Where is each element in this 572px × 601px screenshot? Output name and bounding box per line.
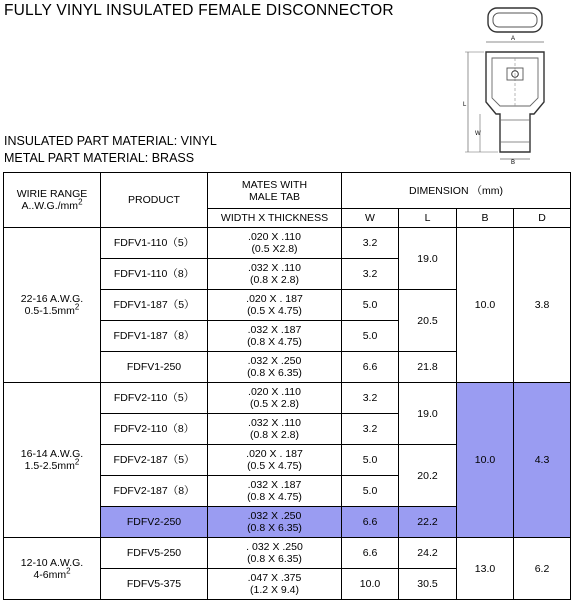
w-cell: 10.0 [342,569,399,600]
w-cell: 3.2 [342,383,399,414]
table-row [4,538,571,569]
w-cell: 5.0 [342,321,399,352]
l-cell: 19.0 [399,228,457,290]
wire-range-cell: 16-14 A.W.G. $1.5-2.5mm^2$ [4,383,101,538]
metal-material-text: METAL PART MATERIAL: BRASS [4,151,195,165]
wire-range-cell: 12-10 A.W.G. $4-6mm^2$ [4,538,101,600]
product-cell: FDFV2-110（5） [101,383,208,414]
d-header: D [514,209,571,228]
l-header: L [399,209,457,228]
l-cell: 20.2 [399,445,457,507]
tab-size-cell: .032 X .110 (0.8 X 2.8) [208,414,342,445]
tab-size-cell: .020 X .110 (0.5 X2.8) [208,228,342,259]
table-row [4,228,571,259]
dimension-header: DIMENSION （mm) [342,173,571,209]
w-cell: 3.2 [342,228,399,259]
product-cell: FDFV1-110（8） [101,259,208,290]
b-cell: 10.0 [457,228,514,383]
w-cell: 6.6 [342,507,399,538]
tab-size-cell: .020 X .110 (0.5 X 2.8) [208,383,342,414]
product-header: PRODUCT [101,173,208,228]
w-cell: 6.6 [342,538,399,569]
l-cell: 22.2 [399,507,457,538]
tab-size-cell: .047 X .375 (1.2 X 9.4) [208,569,342,600]
product-cell: FDFV1-187（8） [101,321,208,352]
svg-text:B: B [510,160,516,164]
mates-header: MATES WITH MALE TAB [208,173,342,209]
d-cell: 6.2 [514,538,571,600]
product-cell: FDFV1-110（5） [101,228,208,259]
width-thickness-header: WIDTH X THICKNESS [208,209,342,228]
tab-size-cell: .020 X . 187 (0.5 X 4.75) [208,445,342,476]
w-header: W [342,209,399,228]
tab-size-cell: .032 X .187 (0.8 X 4.75) [208,321,342,352]
w-cell: 6.6 [342,352,399,383]
l-cell: 30.5 [399,569,457,600]
svg-text:W: W [475,131,481,137]
svg-text:L: L [463,102,467,108]
page-title: FULLY VINYL INSULATED FEMALE DISCONNECTOR [4,2,394,19]
product-cell: FDFV2-187（5） [101,445,208,476]
wire-range-cell: 22-16 A.W.G. $0.5-1.5mm^2$ [4,228,101,383]
b-cell: 13.0 [457,538,514,600]
spec-table [3,172,571,600]
product-cell: FDFV5-375 [101,569,208,600]
connector-drawing [456,2,566,164]
product-cell: FDFV1-250 [101,352,208,383]
product-cell: FDFV5-250 [101,538,208,569]
tab-size-cell: .020 X . 187 (0.5 X 4.75) [208,290,342,321]
table-row [4,383,571,414]
tab-size-cell: .032 X .250 (0.8 X 6.35) [208,507,342,538]
l-cell: 24.2 [399,538,457,569]
d-cell: 3.8 [514,228,571,383]
wire-range-header: WIRIE RANGE $A..W.G./mm^2$ [4,173,101,228]
d-cell-highlighted: 4.3 [514,383,571,538]
product-cell: FDFV2-110（8） [101,414,208,445]
svg-text:A: A [510,36,516,42]
w-cell: 3.2 [342,414,399,445]
l-cell: 19.0 [399,383,457,445]
l-cell: 20.5 [399,290,457,352]
tab-size-cell: .032 X .187 (0.8 X 4.75) [208,476,342,507]
b-cell-highlighted: 10.0 [457,383,514,538]
tab-size-cell: .032 X .250 (0.8 X 6.35) [208,352,342,383]
product-cell: FDFV2-187（8） [101,476,208,507]
w-cell: 5.0 [342,445,399,476]
header-row [4,173,571,209]
l-cell: 21.8 [399,352,457,383]
product-cell: FDFV2-250 [101,507,208,538]
b-header: B [457,209,514,228]
tab-size-cell: . 032 X .250 (0.8 X 6.35) [208,538,342,569]
w-cell: 3.2 [342,259,399,290]
product-cell: FDFV1-187（5） [101,290,208,321]
w-cell: 5.0 [342,290,399,321]
w-cell: 5.0 [342,476,399,507]
insulated-material-text: INSULATED PART MATERIAL: VINYL [4,134,217,148]
tab-size-cell: .032 X .110 (0.8 X 2.8) [208,259,342,290]
